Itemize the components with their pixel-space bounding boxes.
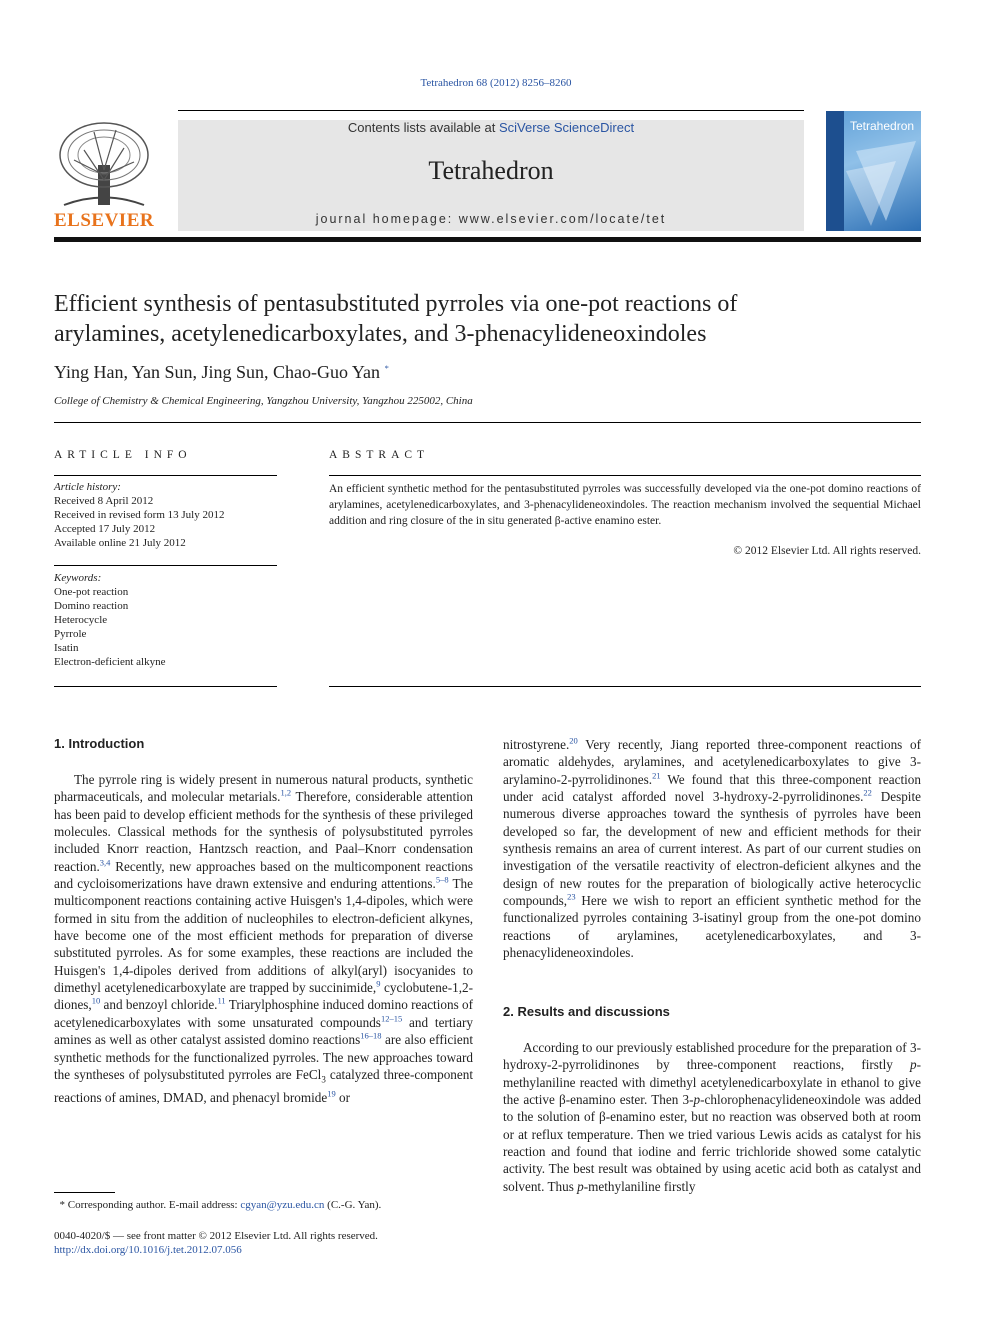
results-paragraph: According to our previously established procedure for the preparation of 3-hydroxy-2-pyrrolidinones by three-component reactions, firstly p-methylaniline reacted with dimethyl acetylenedicarboxylate in ethanol to give the active β-enamino ester. Then 3-p-chlorophenacylideneoxindole was added to the solution of β-enamino ester, but no reaction was observed both at room or at reflux temperature. Then we tried various Lewis acids as catalyst for his reaction and found that iodine and ferric trichloride showed some catalytic activity. The best result was obtained by using acetic acid both as catalyst and solvent. Thus p-methylaniline firstly: [503, 1040, 921, 1194]
keywords-list: Keywords: One-pot reaction Domino reaction Heterocycle Pyrrole Isatin Electron-deficient alkyne: [54, 571, 277, 669]
ref-link[interactable]: 19: [327, 1088, 336, 1099]
ref-link[interactable]: 11: [217, 996, 226, 1007]
abstract-rule: [329, 475, 921, 476]
keyword: Isatin: [54, 642, 79, 654]
ref-link[interactable]: 5–8: [435, 874, 449, 885]
ref-link[interactable]: 1,2: [280, 787, 292, 798]
doi-link[interactable]: http://dx.doi.org/10.1016/j.tet.2012.07.056: [54, 1244, 242, 1256]
keyword: Pyrrole: [54, 628, 87, 640]
header-thick-rule: [54, 237, 921, 242]
corresponding-author-mark[interactable]: *: [384, 363, 389, 373]
ref-link[interactable]: 21: [652, 770, 661, 781]
keyword: One-pot reaction: [54, 586, 129, 598]
footnote-rule: [54, 1192, 115, 1193]
history-accepted: Accepted 17 July 2012: [54, 523, 156, 535]
history-received: Received 8 April 2012: [54, 495, 154, 507]
keyword: Electron-deficient alkyne: [54, 656, 166, 668]
article-info-rule: [54, 475, 277, 476]
keyword: Heterocycle: [54, 614, 108, 626]
history-revised: Received in revised form 13 July 2012: [54, 509, 225, 521]
contents-line: Contents lists available at SciVerse ScienceDirect: [347, 120, 635, 135]
ref-link[interactable]: 22: [863, 787, 872, 798]
affiliation: College of Chemistry & Chemical Engineering, Yangzhou University, Yangzhou 225002, China: [54, 395, 473, 407]
results-heading: 2. Results and discussions: [503, 1004, 670, 1019]
intro-paragraph: The pyrrole ring is widely present in numerous natural products, synthetic pharmaceuticals, and molecular metarials.$^{1,2}$ Therefore, considerable attention has been paid to develop efficient methods for the synthesis of these privileged molecules. Classical methods for the synthesis of polysubstituted pyrroles included Knorr reaction, Hantzsch reaction, and Paal–Knorr condensation reaction.$^{3,4}$ Recently, new approaches based on the multicomponent reactions and cycloisomerizations have drawn extensive and enduring attentions.$^{5-8}$ The multicomponent reactions containing active Huisgen's 1,4-dipoles, which were formed in situ from the addition of nucleophiles to electron-deficient alkynes, have become one of the most efficient methods for preparation of diverse substituted pyrroles. As for some examples, these reactions are included the Huisgen's 1,4-dipoles derived from additions of alkyl(aryl) isocyanides to dimethyl acetylenedicarboxylate are trapped by succinimide,$^9$ cyclobutene-1,2-diones,$^{10}$ and benzoyl chloride.$^{11}$ Triarylphosphine induced domino reactions of acetylenedicarboxylates with some unsaturated compounds$^{12-15}$ and tertiary amines as well as other catalyst assisted domino reactions$^{16-18}$ are also efficient synthetic methods for the functionalized pyrroles. The new approaches toward the syntheses of polysubstituted pyrroles are FeCl$_3$ catalyzed three-component reactions of amines, DMAD, and phenacyl bromide$^{19}$ or: [54, 772, 474, 1105]
cover-title: Tetrahedron: [850, 119, 915, 133]
ref-link[interactable]: 16–18: [360, 1030, 382, 1041]
ref-link[interactable]: 23: [567, 891, 576, 902]
ref-link[interactable]: 10: [91, 996, 101, 1007]
intro-continued: nitrostyrene.$^{20}$ Very recently, Jiang reported three-component reactions of aromatic aldehydes, arylamines, and acetylenedicarboxylates to give 3-arylamino-2-pyrrolidinones.$^{21}$ We found that this three-component reaction under acid catalyst afforded novel 3-hydroxy-2-pyrrolidinones.$^{22}$ Despite numerous diverse approaches toward the synthesis of pyrroles have been developed so far, the development of new and efficient methods for their synthesis remains an area of current interest. As part of our current studies on investigation of the versatile reactivity of electron-deficient alkynes and the design of new routes for the preparation of biologically active heterocyclic compounds,$^{23}$ Here we wish to report an efficient synthetic method for the functionalized pyrroles containing 3-isatinyl group from the one-pot domino reactions of arylamines, acetylenedicarboxylates, and 3-phenacylideneoxindoles.: [503, 735, 921, 961]
issn-line: 0040-4020/$ — see front matter © 2012 Elsevier Ltd. All rights reserved.: [54, 1230, 378, 1242]
journal-cover-thumbnail[interactable]: [826, 111, 921, 231]
sciencedirect-link[interactable]: SciVerse ScienceDirect: [498, 120, 635, 135]
journal-homepage[interactable]: journal homepage: www.elsevier.com/locate/tet: [315, 212, 667, 226]
elsevier-wordmark: ELSEVIER: [54, 210, 155, 231]
cover-artwork: [826, 111, 921, 231]
ref-link[interactable]: 12–15: [380, 1013, 403, 1024]
header-rule: [178, 110, 804, 111]
intro-heading: 1. Introduction: [54, 736, 145, 751]
ref-link[interactable]: 20: [569, 735, 578, 746]
ref-link[interactable]: 9: [376, 978, 381, 989]
article-history: Article history: Received 8 April 2012 Received in revised form 13 July 2012 Accepted 17 July 2012 Available online 21 July 2012: [54, 480, 277, 550]
ref-link[interactable]: 3,4: [99, 857, 111, 868]
history-rule: [54, 565, 277, 566]
abstract-bottom-rule: [329, 686, 921, 687]
author-list: Ying Han, Yan Sun, Jing Sun, Chao-Guo Yan *: [54, 362, 389, 382]
journal-citation[interactable]: Tetrahedron 68 (2012) 8256–8260: [420, 77, 572, 89]
article-info-heading: ARTICLE INFO: [54, 449, 192, 461]
title-rule: [54, 422, 921, 423]
keyword: Domino reaction: [54, 600, 129, 612]
corresponding-footnote: * Corresponding author. E-mail address: cgyan@yzu.edu.cn (C.-G. Yan).: [59, 1199, 382, 1211]
journal-name: Tetrahedron: [428, 156, 554, 185]
article-title: Efficient synthesis of pentasubstituted pyrroles via one-pot reactions of arylamines, acetylenedicarboxylates, and 3-phenacylideneoxindoles: [54, 291, 738, 347]
abstract-copyright: © 2012 Elsevier Ltd. All rights reserved.: [733, 545, 921, 557]
abstract-heading: ABSTRACT: [329, 449, 430, 461]
keywords-rule: [54, 686, 277, 687]
author-email-link[interactable]: cgyan@yzu.edu.cn: [240, 1199, 325, 1211]
history-online: Available online 21 July 2012: [54, 537, 186, 549]
abstract-text: An efficient synthetic method for the pentasubstituted pyrroles was successfully developed via the one-pot domino reactions of arylamines, acetylenedicarboxylates, and 3-phenacylideneoxindoles. The reaction mechanism involved the sequential Michael addition and ring closure of the in situ generated β-active enamino ester.: [329, 483, 921, 527]
